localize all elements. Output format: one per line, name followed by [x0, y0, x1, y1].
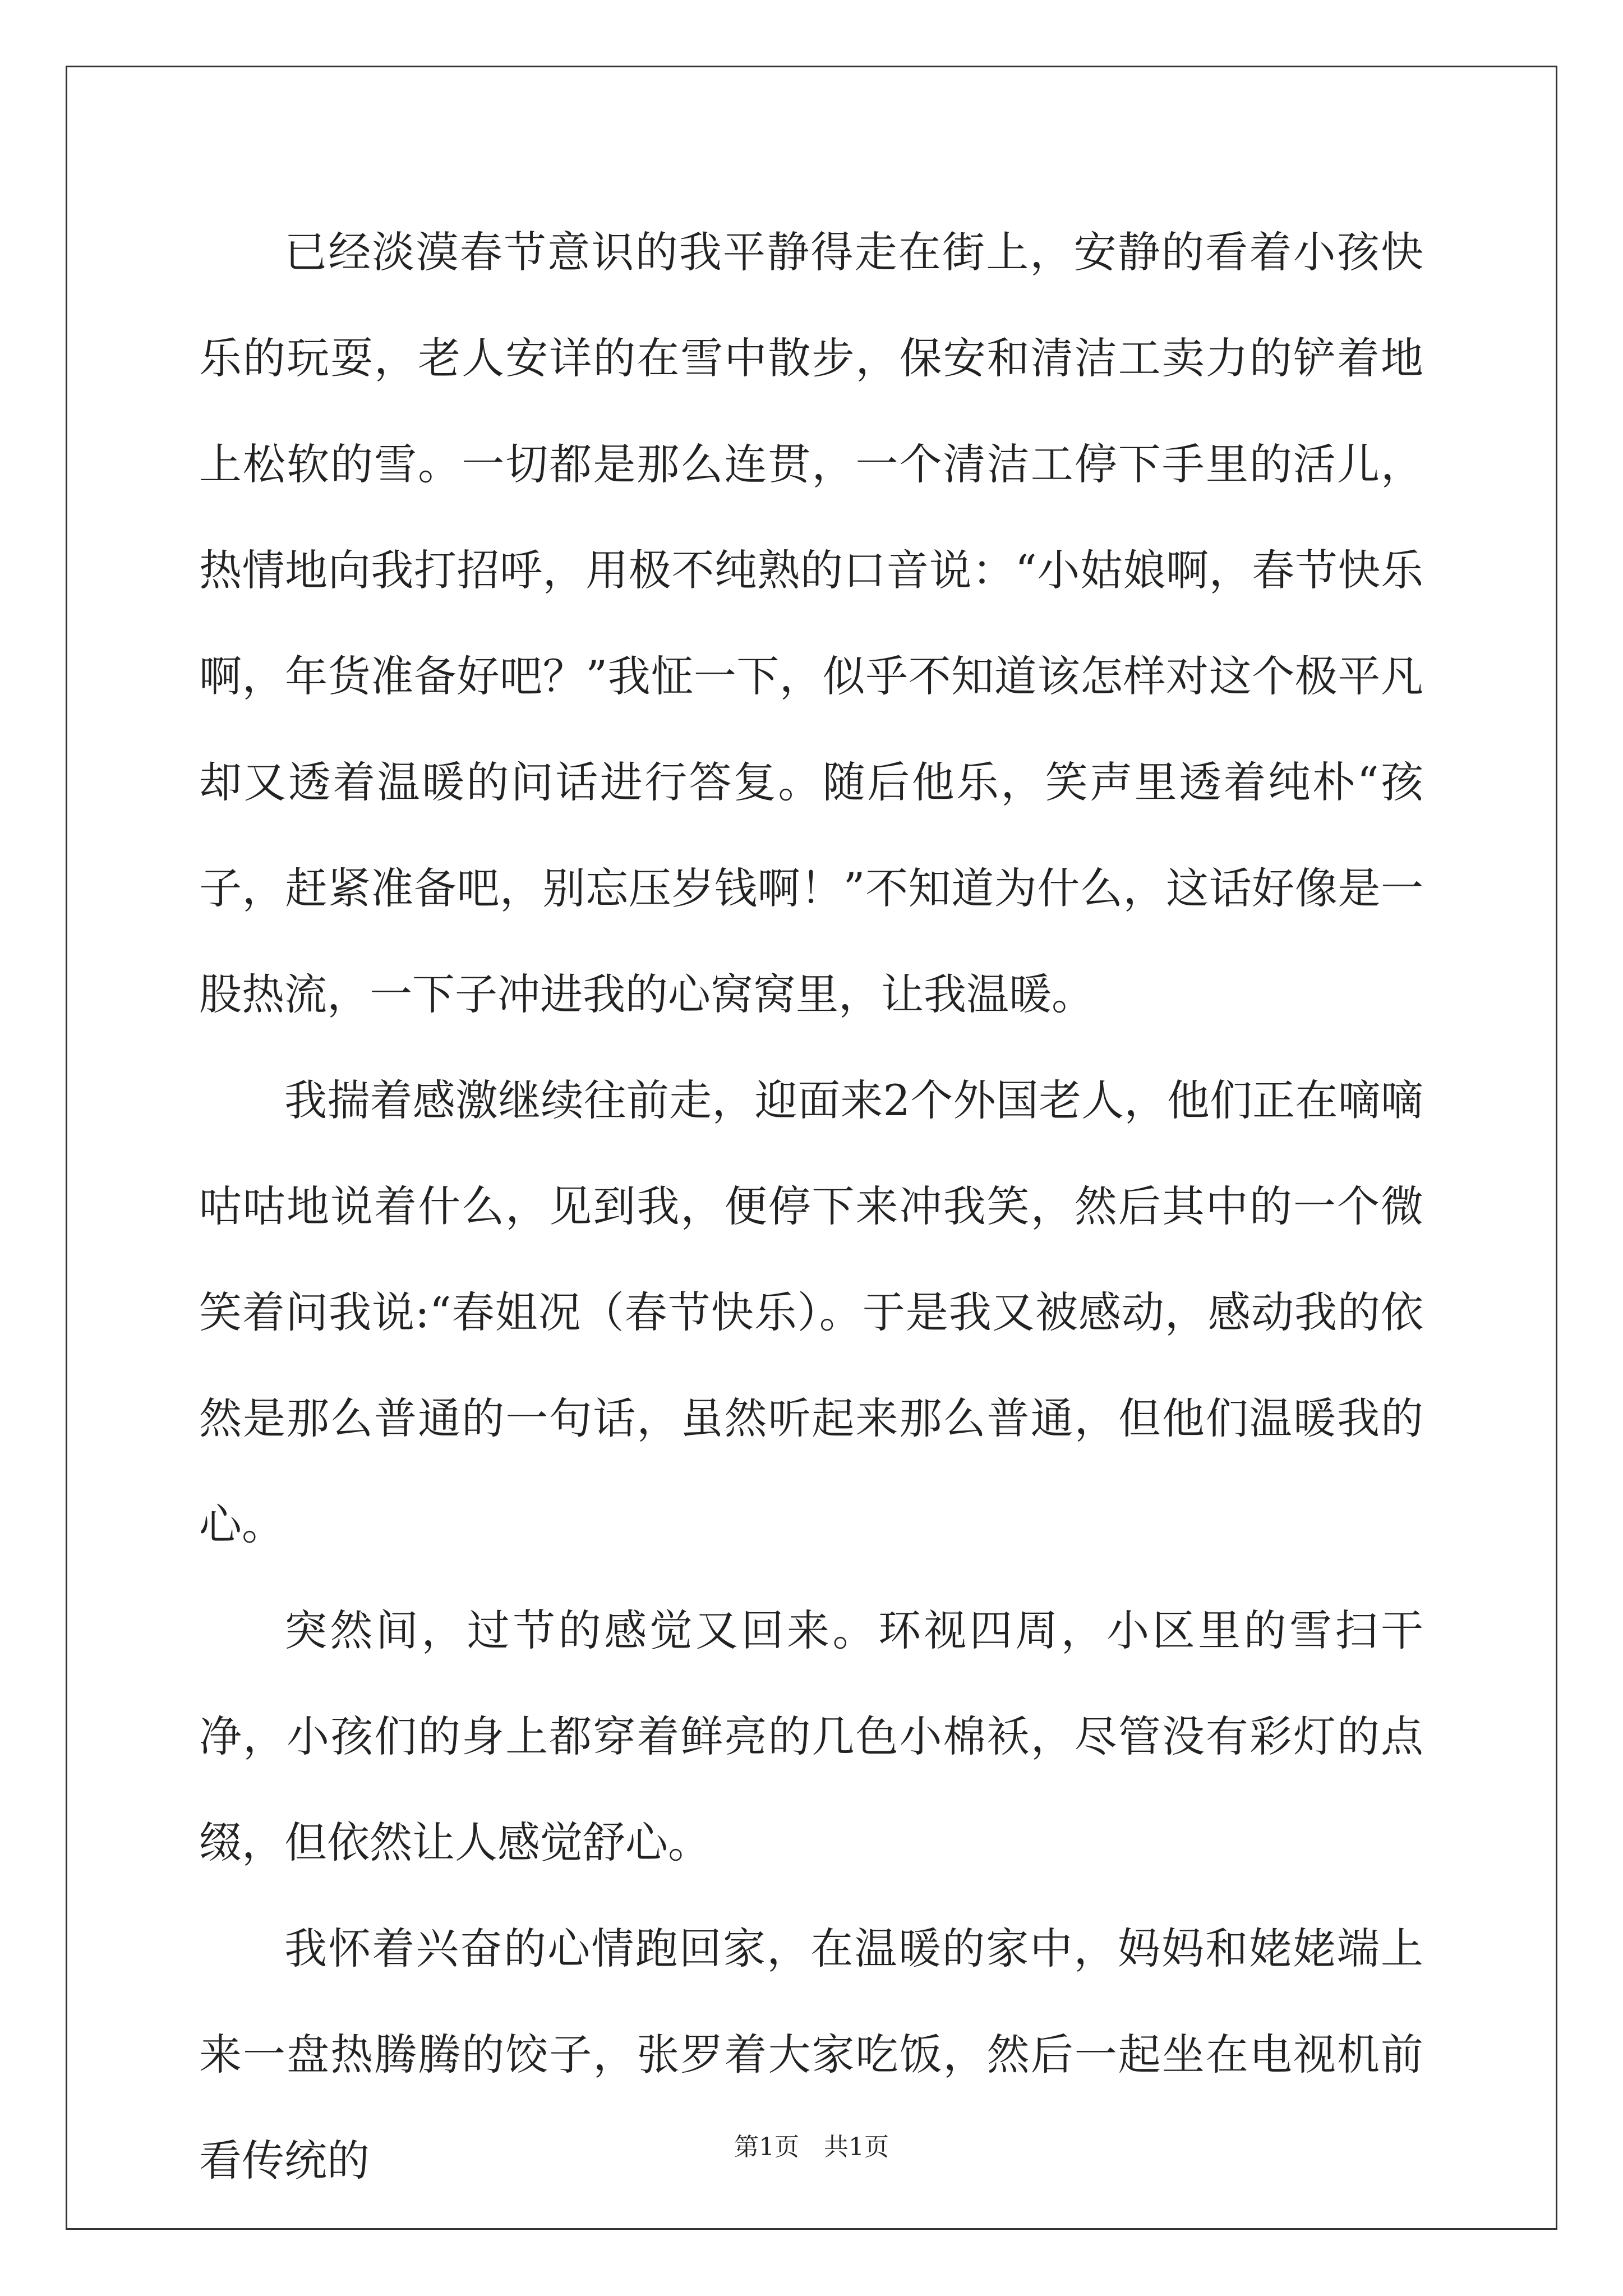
page-number: 第1页	[734, 2133, 799, 2161]
paragraph-4: 我怀着兴奋的心情跑回家，在温暖的家中，妈妈和姥姥端上来一盘热腾腾的饺子，张罗着大家吃饭，然后一起坐在电视机前看传统的	[199, 1924, 1423, 2185]
paragraph-3: 突然间，过节的感觉又回来。环视四周，小区里的雪扫干净，小孩们的身上都穿着鲜亮的几色小棉袄，尽管没有彩灯的点缀，但依然让人感觉舒心。	[199, 1605, 1423, 1867]
paragraph-1: 已经淡漠春节意识的我平静得走在街上，安静的看着小孩快乐的玩耍，老人安详的在雪中散步，保安和清洁工卖力的铲着地上松软的雪。一切都是那么连贯，一个清洁工停下手里的活儿，热情地向我打招呼，用极不纯熟的口音说：“小姑娘啊，春节快乐啊，年货准备好吧？”我怔一下，似乎不知道该怎样对这个极平凡却又透着温暖的问话进行答复。随后他乐，笑声里透着纯朴“孩子，赶紧准备吧，别忘压岁钱啊！”不知道为什么，这话好像是一股热流，一下子冲进我的心窝窝里，让我温暖。	[199, 227, 1423, 1019]
document-body	[199, 199, 1423, 2214]
paragraph-2: 我揣着感激继续往前走，迎面来2个外国老人，他们正在嘀嘀咕咕地说着什么，见到我，便停下来冲我笑，然后其中的一个微笑着问我说:“春姐况（春节快乐）。于是我又被感动，感动我的依然是那么普通的一句话，虽然听起来那么普通，但他们温暖我的心。	[199, 1075, 1423, 1549]
page-total: 共1页	[824, 2133, 889, 2161]
page-footer	[0, 2131, 1623, 2164]
